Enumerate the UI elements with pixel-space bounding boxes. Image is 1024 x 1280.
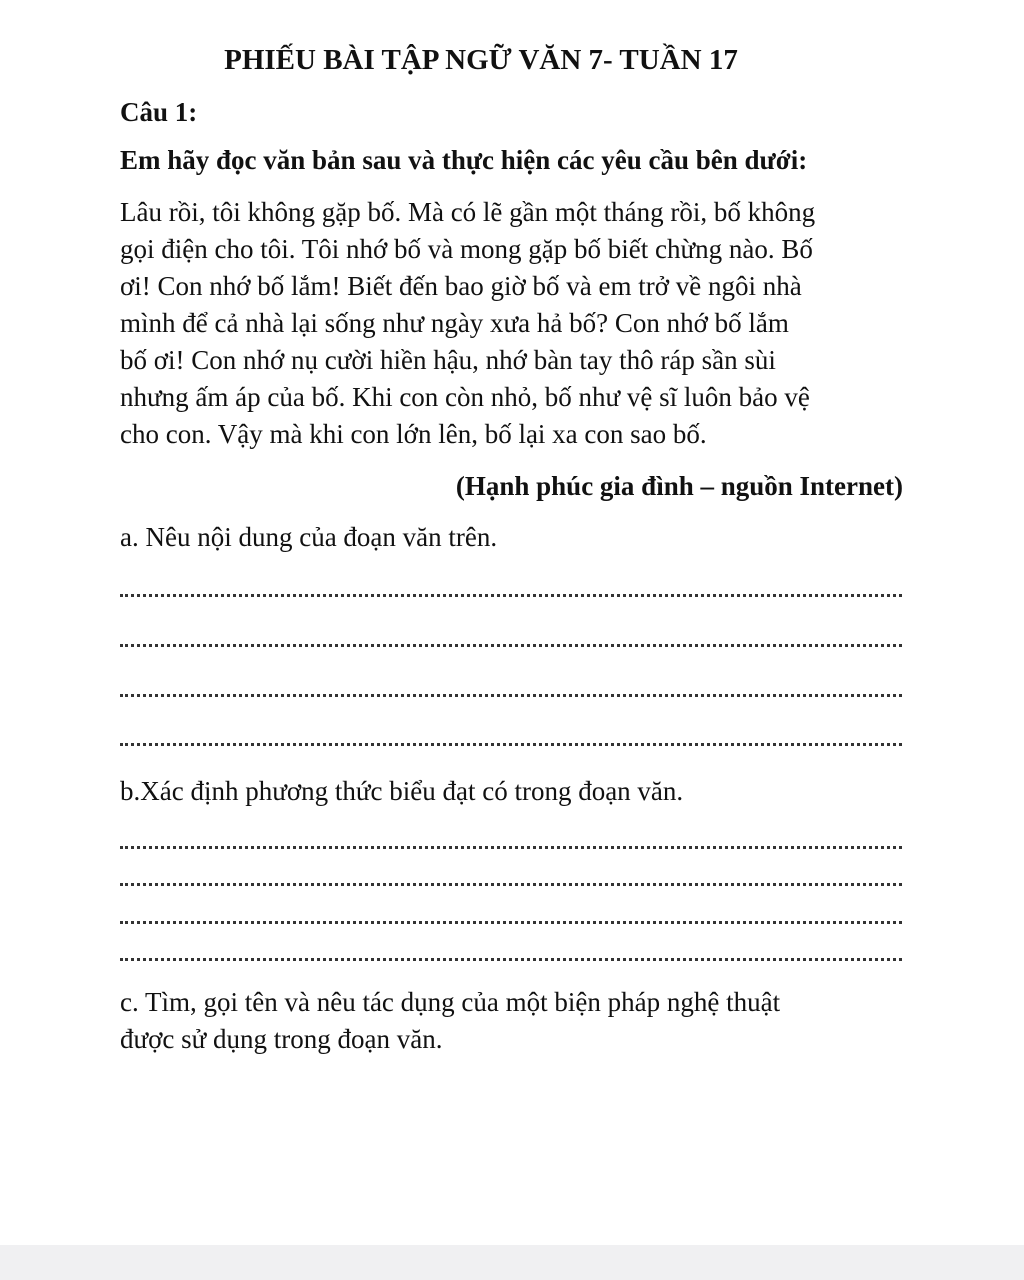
question-a: a. Nêu nội dung của đoạn văn trên. <box>120 522 498 552</box>
question-c <box>120 984 780 1058</box>
passage-line: nhưng ấm áp của bố. Khi con còn nhỏ, bố như vệ sĩ luôn bảo vệ <box>120 382 810 412</box>
passage-line: ơi! Con nhớ bố lắm! Biết đến bao giờ bố và em trở về ngôi nhà <box>120 271 802 301</box>
reading-passage <box>120 194 900 453</box>
passage-line: Lâu rồi, tôi không gặp bố. Mà có lẽ gần một tháng rồi, bố không <box>120 197 816 227</box>
passage-line: cho con. Vậy mà khi con lớn lên, bố lại xa con sao bố. <box>120 419 707 449</box>
answer-line-b-1[interactable] <box>120 846 902 849</box>
passage-source: (Hạnh phúc gia đình – nguồn Internet) <box>455 471 903 501</box>
question-c-line: c. Tìm, gọi tên và nêu tác dụng của một biện pháp nghệ thuật <box>120 987 781 1017</box>
question-label: Câu 1: <box>120 97 198 127</box>
answer-line-a-1[interactable] <box>120 594 902 597</box>
question-c-line: được sử dụng trong đoạn văn. <box>120 1024 443 1054</box>
passage-line: gọi điện cho tôi. Tôi nhớ bố và mong gặp bố biết chừng nào. Bố <box>120 234 813 264</box>
answer-line-a-2[interactable] <box>120 644 902 647</box>
instruction-text: Em hãy đọc văn bản sau và thực hiện các yêu cầu bên dưới: <box>120 145 808 175</box>
question-b: b.Xác định phương thức biểu đạt có trong đoạn văn. <box>120 776 684 806</box>
answer-line-b-3[interactable] <box>120 921 902 924</box>
passage-line: bố ơi! Con nhớ nụ cười hiền hậu, nhớ bàn tay thô ráp sần sùi <box>120 345 776 375</box>
answer-line-b-4[interactable] <box>120 958 902 961</box>
passage-line: mình để cả nhà lại sống như ngày xưa hả bố? Con nhớ bố lắm <box>120 308 789 338</box>
viewer-bottom-strip <box>0 1245 1024 1280</box>
answer-line-b-2[interactable] <box>120 883 902 886</box>
worksheet-title: PHIẾU BÀI TẬP NGỮ VĂN 7- TUẦN 17 <box>224 44 738 76</box>
answer-line-a-3[interactable] <box>120 694 902 697</box>
answer-line-a-4[interactable] <box>120 743 902 746</box>
